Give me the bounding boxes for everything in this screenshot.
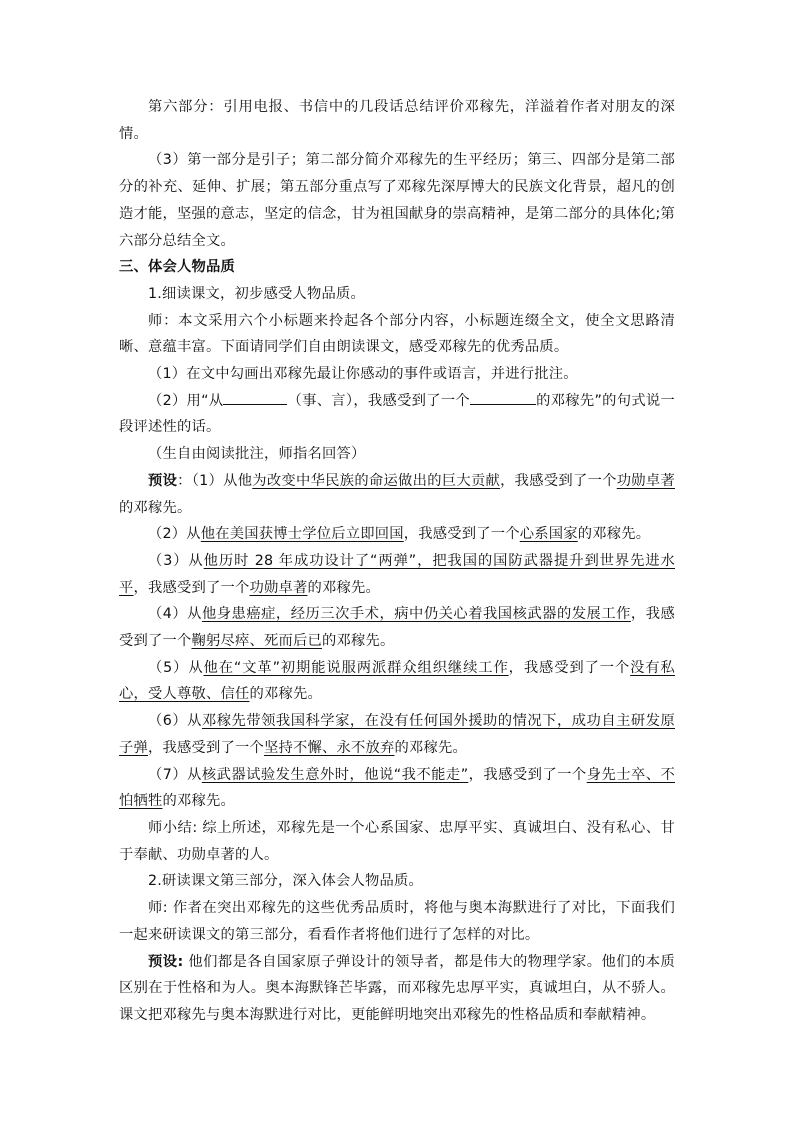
- preset-2-a: （2）从: [148, 526, 201, 543]
- preset-6-a: （6）从: [148, 713, 202, 730]
- preset-answer-2: [119, 521, 675, 548]
- preset-5-c: 的邓稼先。: [249, 686, 322, 703]
- section-heading: 三、体会人物品质: [119, 259, 235, 276]
- preset-7-event: 核武器试验发生意外时，他说“我不能走”: [201, 766, 469, 783]
- preset-1-c: 的邓稼先。: [119, 499, 192, 516]
- preset-1-a: ：（1）从他: [177, 472, 253, 489]
- paragraph-task-1: （1）在文中勾画出邓稼先最让你感动的事件或语言，并进行批注。: [148, 366, 578, 383]
- preset-7-a: （7）从: [148, 766, 202, 783]
- preset-2-quality: 心系国家: [519, 526, 578, 543]
- preset-4-a: （4）从: [148, 606, 202, 623]
- preset-6-c: 的邓稼先。: [394, 739, 467, 756]
- paragraph-part-six: 第六部分：引用电报、书信中的几段话总结评价邓稼先，洋溢着作者对朋友的深情。: [119, 99, 675, 142]
- preset-2-b: ，我感受到了一个: [403, 526, 520, 543]
- preset-7-quality: 身先士卒、不怕牺牲: [119, 766, 675, 810]
- preset-4-c: 的邓稼先。: [321, 633, 395, 650]
- preset-3-b: ，我感受到了一个: [133, 579, 250, 596]
- preset-1-b: ，我感受到了一个: [500, 472, 617, 489]
- preset-5-b: ，我感受到了一个: [508, 659, 631, 676]
- paragraph-teacher-intro: 师：本文采用六个小标题来拎起各个部分内容，小标题连缀全文，使全文思路清晰、意蕴丰富。下面请同学们自由朗读课文，感受邓稼先的优秀品质。: [119, 312, 675, 356]
- paragraph-structure-summary: （3）第一部分是引子；第二部分简介邓稼先的生平经历；第三、四部分是第二部分的补充、延伸、扩展；第五部分重点写了邓稼先深厚博大的民族文化背景，超凡的创造才能，坚强的意志，坚定的信念，甘为祖国献身的崇高精神，是第二部分的具体化;第六部分总结全文。: [119, 152, 675, 249]
- preset-7-c: 的邓稼先。: [162, 793, 235, 810]
- preset-6-b: ，我感受到了一个: [148, 739, 264, 756]
- fill-blank-2: [470, 390, 536, 405]
- preset-3-a: （3）从: [148, 552, 204, 569]
- preset-3-c: 的邓稼先。: [307, 579, 380, 596]
- paragraph-step-1: 1.细读课文，初步感受人物品质。: [148, 285, 365, 302]
- preset-answer-3: [119, 548, 675, 601]
- paragraph-task-2: [119, 388, 675, 441]
- paragraph-teacher-summary: 师小结: 综上所述，邓稼先是一个心系国家、忠厚平实、真诚坦白、没有私心、甘于奉献、功勋卓著的人。: [119, 819, 675, 863]
- preset-6-event: 邓稼先带领我国科学家，在没有任何国外援助的情况下，成功自主研发原子弹: [119, 713, 675, 756]
- preset-answer-7: [119, 762, 675, 815]
- preset-4-quality: 鞠躬尽瘁、死而后已: [191, 633, 322, 650]
- preset-5-quality: 没有私心，受人尊敬、信任: [119, 659, 675, 703]
- preset-3-event: 他历时 28 年成功设计了“两弹”，把我国的国防武器提升到世界先进水平: [119, 552, 675, 596]
- task-2-part-a: （2）用“从: [148, 392, 224, 409]
- task-2-part-b: （事、言），我感受到了一个: [287, 392, 471, 409]
- preset-comparison-label: 预设:: [148, 953, 184, 970]
- preset-6-quality: 坚持不懈、永不放弃: [263, 739, 395, 756]
- preset-5-a: （5）从: [148, 659, 204, 676]
- preset-5-event: 他在“文革”初期能说服两派群众组织继续工作: [203, 659, 509, 676]
- paragraph-reading-note: （生自由阅读批注，师指名回答）: [148, 446, 366, 463]
- preset-2-c: 的邓稼先。: [577, 526, 651, 543]
- document-page: [119, 94, 675, 1029]
- preset-7-b: ，我感受到了一个: [468, 766, 587, 783]
- preset-label: 预设: [148, 472, 178, 489]
- preset-4-b: ，我感受到了一个: [119, 606, 676, 650]
- paragraph-step-2: 2.研读课文第三部分，深入体会人物品质。: [148, 873, 423, 890]
- preset-4-event: 他身患癌症，经历三次手术，病中仍关心着我国核武器的发展工作: [201, 606, 631, 623]
- preset-comparison-text: 他们都是各自国家原子弹设计的领导者，都是伟大的物理学家。他们的本质区别在于性格和为人。奥本海默锋芒毕露，而邓稼先忠厚平实，真诚坦白，从不骄人。课文把邓稼先与奥本海默进行对比，更能鲜明地突出邓稼先的性格品质和奉献精神。: [119, 953, 675, 1023]
- preset-2-event: 他在美国获博士学位后立即回国: [200, 526, 404, 543]
- paragraph-teacher-comparison: 师: 作者在突出邓稼先的这些优秀品质时，将他与奥本海默进行了对比，下面我们一起来研读课文的第三部分，看看作者将他们进行了怎样的对比。: [119, 900, 675, 943]
- preset-1-event: 为改变中华民族的命运做出的巨大贡献: [252, 472, 501, 489]
- preset-1-quality: 功勋卓著: [616, 472, 675, 489]
- preset-answer-4: [119, 601, 675, 654]
- preset-answer-1: [119, 468, 675, 521]
- preset-answer-5: [119, 655, 675, 708]
- paragraph-preset-comparison: [119, 949, 675, 1029]
- fill-blank-1: [223, 390, 287, 405]
- preset-3-quality: 功勋卓著: [249, 579, 308, 596]
- task-2-part-c: 的邓稼先”的句式说一段评述性的话。: [119, 392, 675, 436]
- preset-answer-6: [119, 708, 675, 761]
